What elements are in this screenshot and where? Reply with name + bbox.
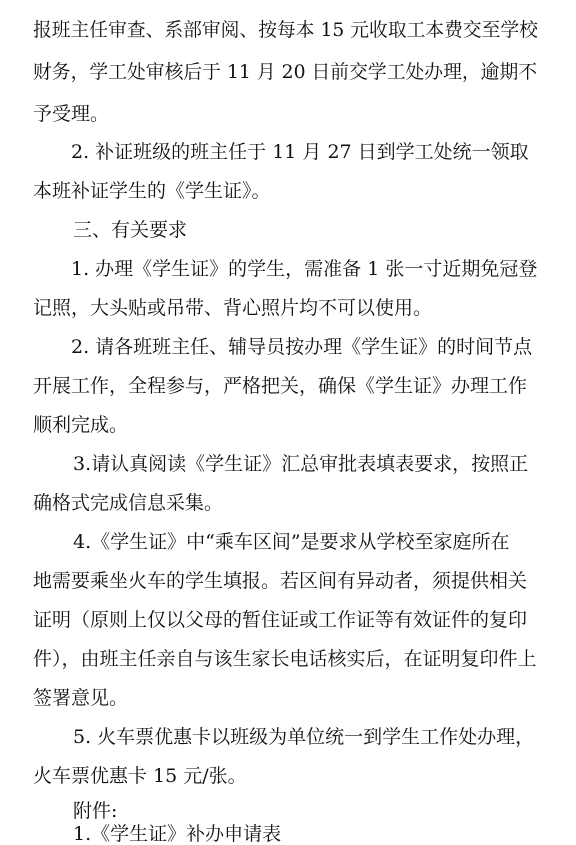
paragraph-line: 顺利完成。 [33,414,129,436]
paragraph-line: 记照，大头贴或吊带、背心照片均不可以使用。 [33,297,433,319]
paragraph-line: 证明（原则上仅以父母的暂住证或工作证等有效证件的复印 [33,609,528,631]
paragraph-line: 确格式完成信息采集。 [33,492,224,514]
paragraph-line: 件），由班主任亲自与该生家长电话核实后，在证明复印件上 [33,648,537,670]
paragraph-line: 4.《学生证》中“乘车区间”是要求从学校至家庭所在 [73,531,510,553]
paragraph-line: 1. 办理《学生证》的学生，需准备 1 张一寸近期免冠登 [71,258,538,280]
paragraph-line: 财务，学工处审核后于 11 月 20 日前交学工处办理，逾期不 [33,62,538,83]
paragraph-line: 2. 请各班班主任、辅导员按办理《学生证》的时间节点 [71,336,533,358]
paragraph-line: 2. 补证班级的班主任于 11 月 27 日到学工处统一领取 [71,141,529,163]
paragraph-line: 火车票优惠卡 15 元/张。 [33,765,247,787]
paragraph-line: 报班主任审查、系部审阅、按每本 15 元收取工本费交至学校 [33,20,538,41]
attachment-item: 1.《学生证》补办申请表 [73,823,282,845]
paragraph-line: 3.请认真阅读《学生证》汇总审批表填表要求，按照正 [73,453,529,475]
paragraph-line: 开展工作，全程参与，严格把关，确保《学生证》办理工作 [33,375,528,397]
paragraph-line: 5. 火车票优惠卡以班级为单位统一到学生工作处办理， [73,726,535,748]
paragraph-line: 予受理。 [33,103,110,125]
paragraph-line: 地需要乘坐火车的学生填报。若区间有异动者，须提供相关 [33,570,528,592]
paragraph-line: 签署意见。 [33,687,129,709]
paragraph-line: 本班补证学生的《学生证》。 [33,180,271,202]
section-heading: 三、有关要求 [73,219,188,241]
attachment-heading: 附件: [73,800,118,822]
